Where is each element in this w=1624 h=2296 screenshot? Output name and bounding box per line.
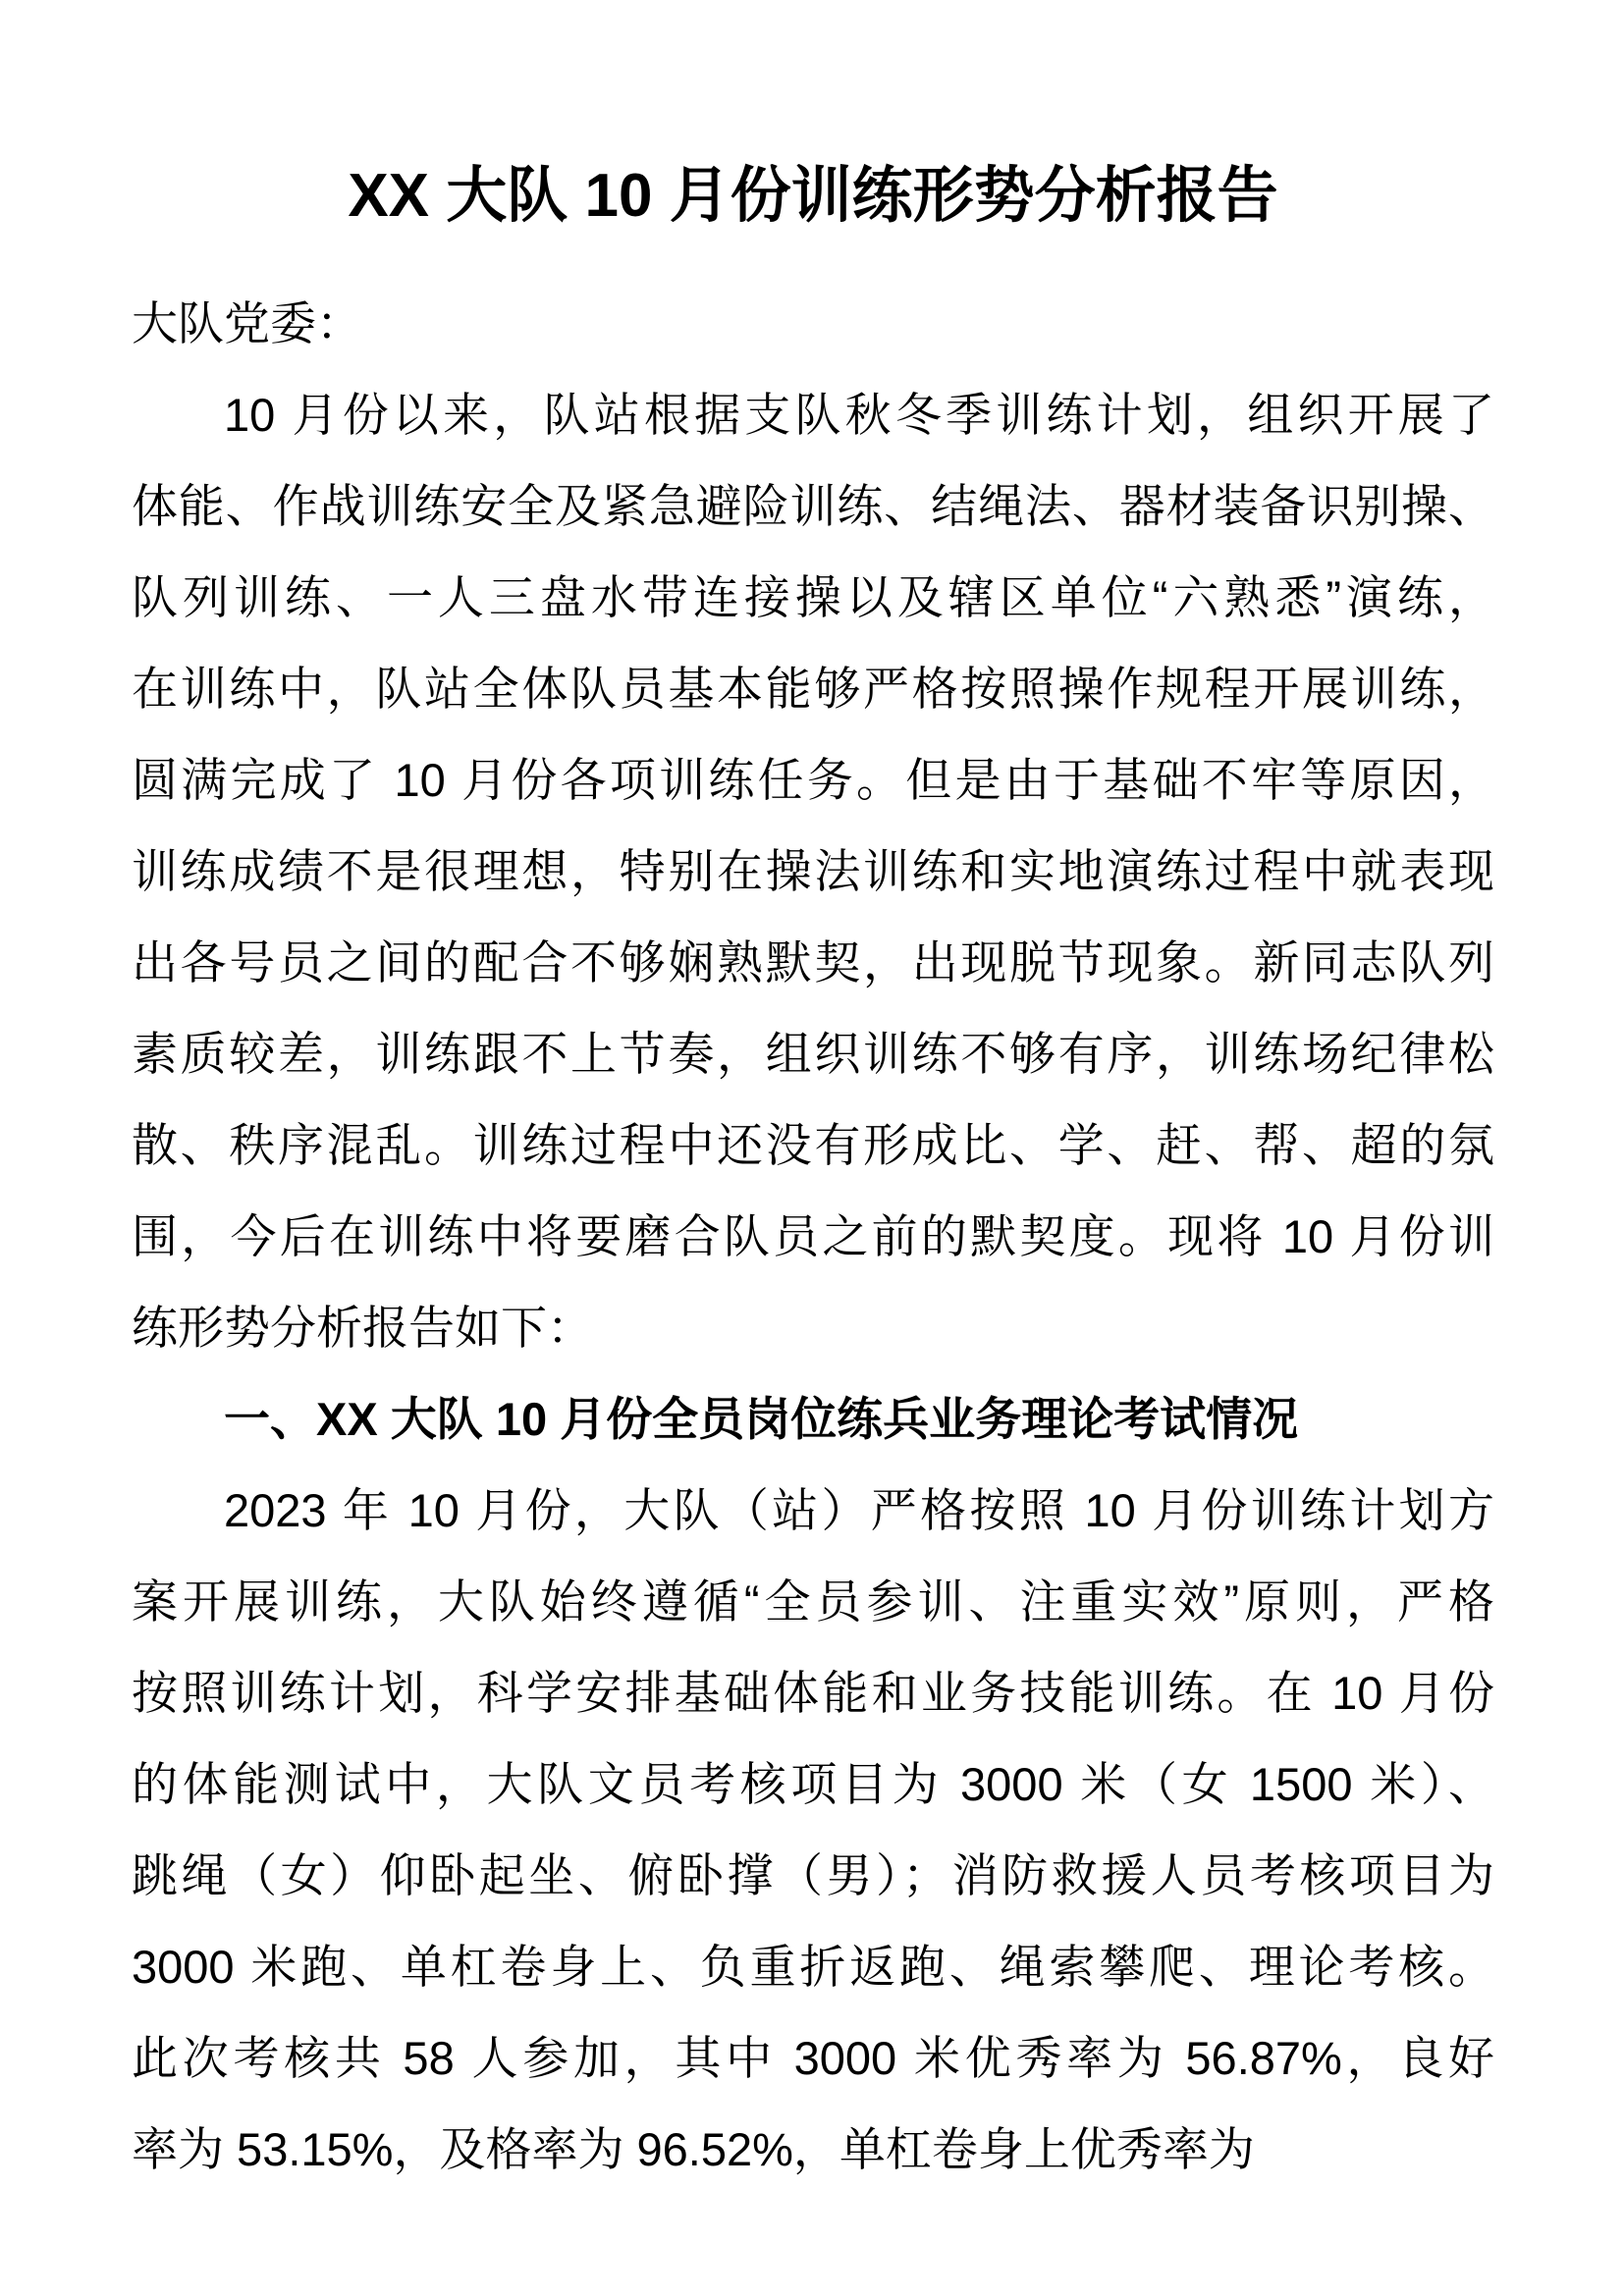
intro-paragraph-line: 训练成绩不是很理想，特别在操法训练和实地演练过程中就表现 [132,845,1494,897]
intro-paragraph-line: 队列训练、一人三盘水带连接操以及辖区单位“六熟悉”演练， [132,571,1494,623]
section-1-paragraph-line: 案开展训练，大队始终遵循“全员参训、注重实效”原则，严格 [132,1575,1494,1628]
intro-paragraph-line: 圆满完成了 10 月份各项训练任务。但是由于基础不牢等原因， [132,754,1494,806]
intro-paragraph-line: 散、秩序混乱。训练过程中还没有形成比、学、赶、帮、超的氛 [132,1119,1494,1171]
intro-paragraph-line: 体能、作战训练安全及紧急避险训练、结绳法、器材装备识别操、 [132,480,1494,532]
salutation: 大队党委： [132,297,362,349]
intro-paragraph-line: 出各号员之间的配合不够娴熟默契，出现脱节现象。新同志队列 [132,936,1494,988]
section-1-paragraph-line: 3000 米跑、单杠卷身上、负重折返跑、绳索攀爬、理论考核。 [132,1941,1494,1993]
section-1-paragraph-line: 此次考核共 58 人参加，其中 3000 米优秀率为 56.87%，良好 [132,2032,1494,2084]
section-1-paragraph-line: 跳绳（女）仰卧起坐、俯卧撑（男）；消防救援人员考核项目为 [132,1849,1494,1901]
intro-paragraph-line: 素质较差，训练跟不上节奏，组织训练不够有序，训练场纪律松 [132,1028,1494,1080]
document-body [132,278,1494,2195]
section-1-heading-line: 一、XX 大队 10 月份全员岗位练兵业务理论考试情况 [224,1393,1299,1445]
intro-paragraph-line: 围，今后在训练中将要磨合队员之前的默契度。现将 10 月份训 [132,1210,1494,1262]
section-1-paragraph-line: 率为 53.15%，及格率为 96.52%，单杠卷身上优秀率为 [132,2123,1255,2175]
intro-paragraph-line: 10 月份以来，队站根据支队秋冬季训练计划，组织开展了 [224,389,1494,441]
section-1-paragraph-line: 的体能测试中，大队文员考核项目为 3000 米（女 1500 米）、 [132,1758,1494,1810]
intro-paragraph-line: 在训练中，队站全体队员基本能够严格按照操作规程开展训练， [132,663,1494,715]
section-1-paragraph-line: 按照训练计划，科学安排基础体能和业务技能训练。在 10 月份 [132,1667,1494,1719]
intro-paragraph-line: 练形势分析报告如下： [132,1302,593,1354]
section-1-paragraph-line: 2023 年 10 月份，大队（站）严格按照 10 月份训练计划方 [224,1484,1494,1536]
paragraphs-container [132,369,1494,2195]
document-title: XX 大队 10 月份训练形势分析报告 [348,162,1278,230]
